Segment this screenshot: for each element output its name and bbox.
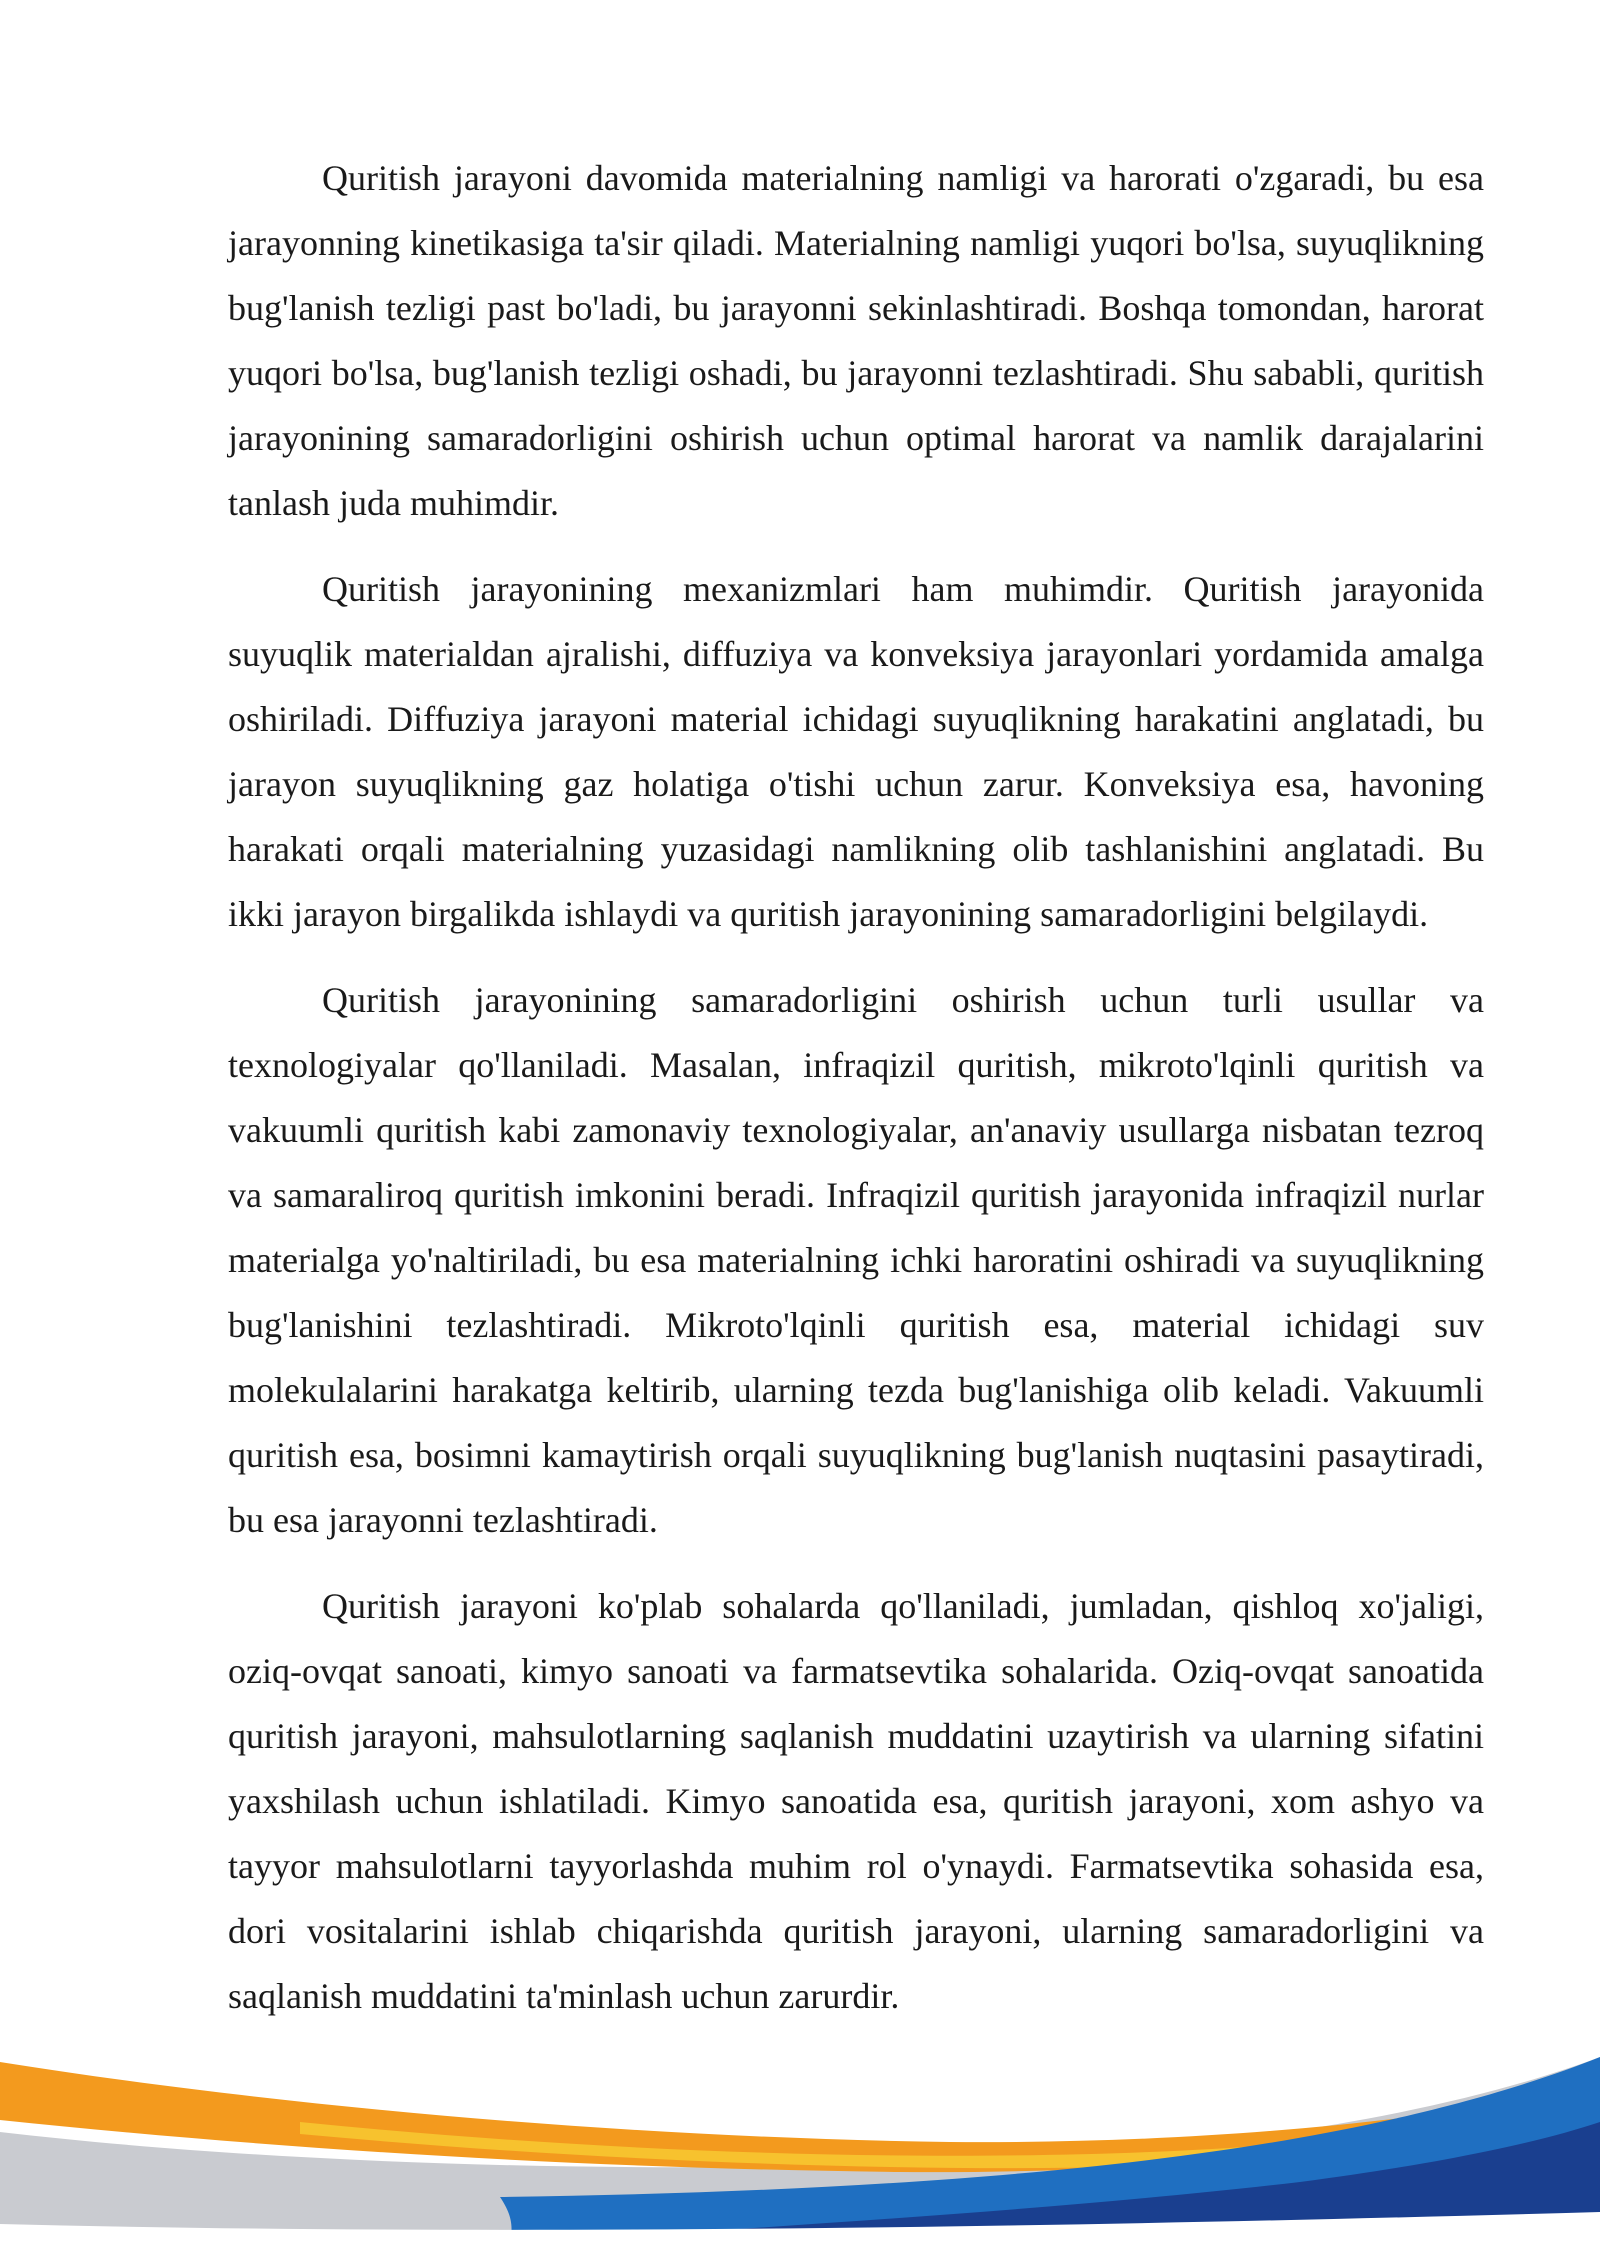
document-body [228, 146, 1484, 2050]
footer-wave-decoration [0, 1962, 1600, 2262]
paragraph-1: Quritish jarayoni davomida materialning namligi va harorati o'zgaradi, bu esa jarayonning kinetikasiga ta'sir qiladi. Materialning namligi yuqori bo'lsa, suyuqlikning bug'lanish tezligi past bo'ladi, bu jarayonni sekinlashtiradi. Boshqa tomondan, harorat yuqori bo'lsa, bug'lanish tezligi oshadi, bu jarayonni tezlashtiradi. Shu sababli, quritish jarayonining samaradorligini oshirish uchun optimal harorat va namlik darajalarini tanlash juda muhimdir. [228, 158, 1484, 523]
paragraph-4: Quritish jarayoni ko'plab sohalarda qo'llaniladi, jumladan, qishloq xo'jaligi, oziq-ovqat sanoati, kimyo sanoati va farmatsevtika sohalarida. Oziq-ovqat sanoatida quritish jarayoni, mahsulotlarning saqlanish muddatini uzaytirish va ularning sifatini yaxshilash uchun ishlatiladi. Kimyo sanoatida esa, quritish jarayoni, xom ashyo va tayyor mahsulotlarni tayyorlashda muhim rol o'ynaydi. Farmatsevtika sohasida esa, dori vositalarini ishlab chiqarishda quritish jarayoni, ularning samaradorligini va saqlanish muddatini ta'minlash uchun zarurdir. [228, 1586, 1484, 2016]
paragraph-2: Quritish jarayonining mexanizmlari ham muhimdir. Quritish jarayonida suyuqlik materialdan ajralishi, diffuziya va konveksiya jarayonlari yordamida amalga oshiriladi. Diffuziya jarayoni material ichidagi suyuqlikning harakatini anglatadi, bu jarayon suyuqlikning gaz holatiga o'tishi uchun zarur. Konveksiya esa, havoning harakati orqali materialning yuzasidagi namlikning olib tashlanishini anglatadi. Bu ikki jarayon birgalikda ishlaydi va quritish jarayonining samaradorligini belgilaydi. [228, 569, 1484, 934]
paragraph-3: Quritish jarayonining samaradorligini oshirish uchun turli usullar va texnologiyalar qo'llaniladi. Masalan, infraqizil quritish, mikroto'lqinli quritish va vakuumli quritish kabi zamonaviy texnologiyalar, an'anaviy usullarga nisbatan tezroq va samaraliroq quritish imkonini beradi. Infraqizil quritish jarayonida infraqizil nurlar materialga yo'naltiriladi, bu esa materialning ichki haroratini oshiradi va suyuqlikning bug'lanishini tezlashtiradi. Mikroto'lqinli quritish esa, material ichidagi suv molekulalarini harakatga keltirib, ularning tezda bug'lanishiga olib keladi. Vakuumli quritish esa, bosimni kamaytirish orqali suyuqlikning bug'lanish nuqtasini pasaytiradi, bu esa jarayonni tezlashtiradi. [228, 980, 1484, 1540]
